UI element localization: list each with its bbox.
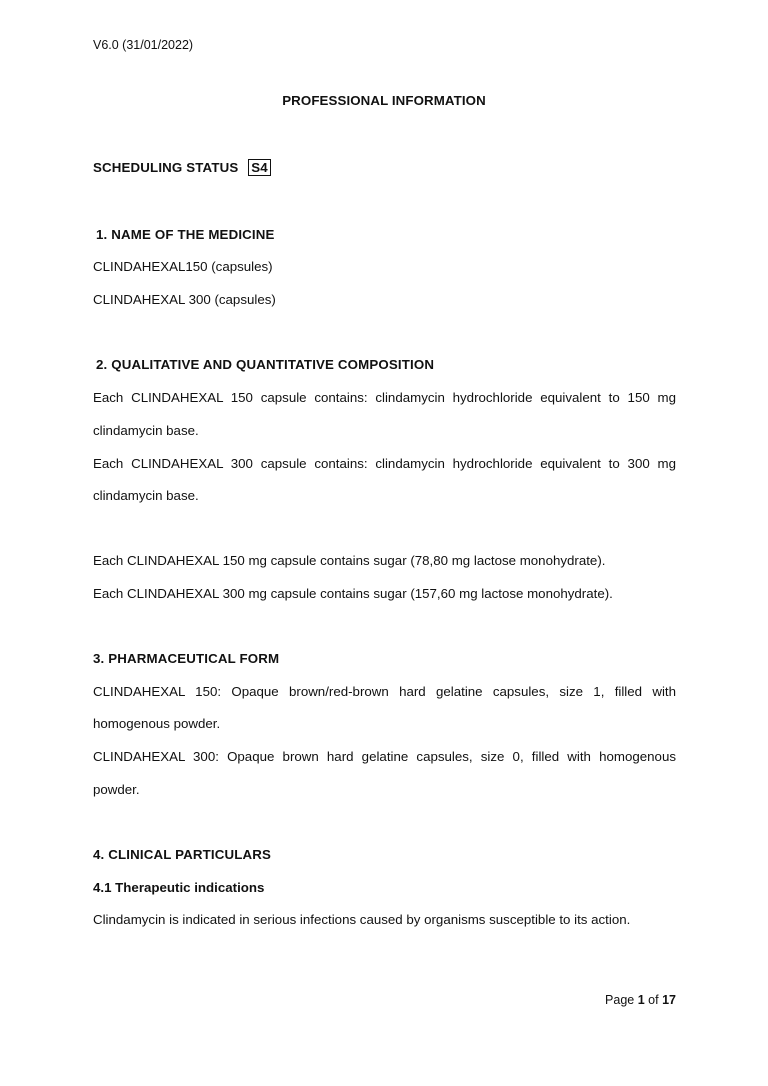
body-line: homogenous powder. bbox=[93, 716, 221, 731]
body-line: CLINDAHEXAL 150: Opaque brown/red-brown hard gelatine capsules, size 1, filled with bbox=[93, 684, 676, 699]
body-line: clindamycin base. bbox=[93, 488, 199, 503]
body-line: CLINDAHEXAL 300 (capsules) bbox=[93, 292, 276, 307]
body-line: clindamycin base. bbox=[93, 423, 199, 438]
section-heading-pharmaceutical-form: 3. PHARMACEUTICAL FORM bbox=[93, 651, 280, 666]
body-line: Each CLINDAHEXAL 300 capsule contains: clindamycin hydrochloride equivalent to 300 mg bbox=[93, 456, 676, 471]
body-line: CLINDAHEXAL 300: Opaque brown hard gelatine capsules, size 0, filled with homogenous bbox=[93, 749, 676, 764]
body-line: powder. bbox=[93, 782, 140, 797]
body-line: Clindamycin is indicated in serious infections caused by organisms susceptible to its action. bbox=[93, 912, 631, 927]
section-heading-composition: 2. QUALITATIVE AND QUANTITATIVE COMPOSITION bbox=[96, 357, 435, 372]
body-line: Each CLINDAHEXAL 150 mg capsule contains sugar (78,80 mg lactose monohydrate). bbox=[93, 553, 606, 568]
section-heading-name-of-medicine: 1. NAME OF THE MEDICINE bbox=[96, 227, 275, 242]
scheduling-status bbox=[93, 159, 271, 176]
page-title: PROFESSIONAL INFORMATION bbox=[282, 93, 486, 108]
subsection-heading-therapeutic-indications: 4.1 Therapeutic indications bbox=[93, 880, 265, 895]
page-total: 17 bbox=[662, 993, 676, 1007]
page-prefix: Page bbox=[605, 993, 635, 1007]
body-line: CLINDAHEXAL150 (capsules) bbox=[93, 259, 273, 274]
page-of: of bbox=[648, 993, 659, 1007]
page-current: 1 bbox=[637, 993, 645, 1007]
body-line: Each CLINDAHEXAL 300 mg capsule contains sugar (157,60 mg lactose monohydrate). bbox=[93, 586, 613, 601]
page-number bbox=[605, 992, 676, 1008]
scheduling-status-label: SCHEDULING STATUS bbox=[93, 160, 239, 175]
scheduling-status-value: S4 bbox=[248, 159, 271, 176]
body-line: Each CLINDAHEXAL 150 capsule contains: clindamycin hydrochloride equivalent to 150 mg bbox=[93, 390, 676, 405]
section-heading-clinical-particulars: 4. CLINICAL PARTICULARS bbox=[93, 847, 272, 862]
version-label: V6.0 (31/01/2022) bbox=[93, 38, 194, 52]
